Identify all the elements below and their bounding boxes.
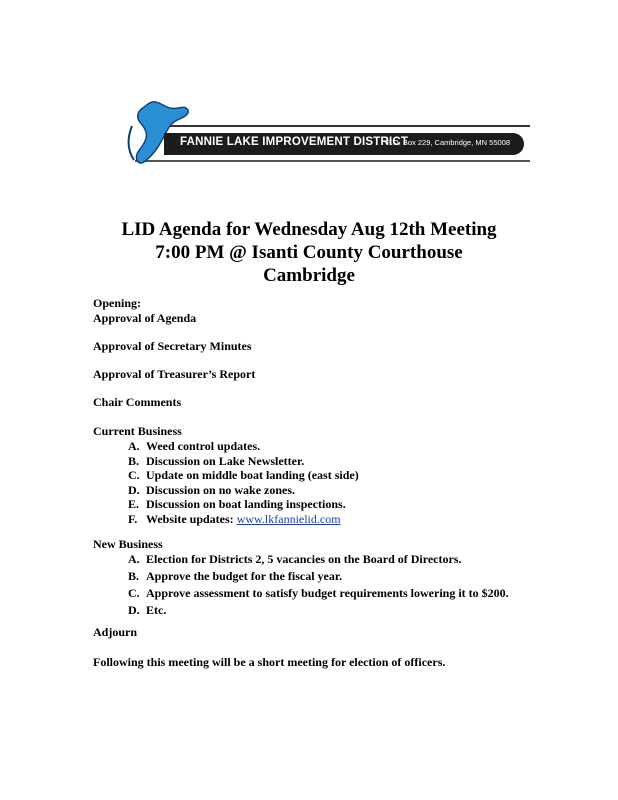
list-item: A. Election for Districts 2, 5 vacancies on the Board of Directors.: [128, 552, 462, 566]
heading-line-2: 7:00 PM @ Isanti County Courthouse: [155, 242, 463, 263]
adjourn: Adjourn: [93, 625, 138, 639]
list-item: A. Weed control updates.: [128, 439, 261, 453]
chair-comments: Chair Comments: [93, 395, 182, 409]
new-business-list: [128, 552, 509, 620]
list-item: B. Approve the budget for the fiscal year.: [128, 569, 343, 583]
list-item: C. Approve assessment to satisfy budget requirements lowering it to $200.: [128, 586, 509, 600]
list-item: B. Discussion on Lake Newsletter.: [128, 453, 305, 468]
heading-line-1: LID Agenda for Wednesday Aug 12th Meeting: [121, 219, 497, 240]
approval-agenda: Approval of Agenda: [93, 311, 197, 325]
list-item: D. Etc.: [128, 603, 167, 617]
approval-minutes: Approval of Secretary Minutes: [93, 339, 252, 353]
org-name: FANNIE LAKE IMPROVEMENT DISTRICT: [180, 136, 409, 148]
letterhead-banner: [164, 133, 524, 155]
list-item: F. Website updates: www.lkfannielid.com: [128, 511, 341, 526]
closing-note: Following this meeting will be a short meeting for election of officers.: [93, 655, 446, 669]
list-item: C. Update on middle boat landing (east side): [128, 468, 359, 482]
letterhead: [118, 96, 538, 176]
opening-label: Opening:: [93, 296, 142, 310]
current-business-title: Current Business: [93, 424, 182, 438]
org-address: P.O. Box 229, Cambridge, MN 55008: [386, 138, 510, 147]
current-business-list: [128, 439, 359, 526]
list-item: D. Discussion on no wake zones.: [128, 482, 296, 497]
approval-treasurer: Approval of Treasurer’s Report: [93, 367, 256, 381]
new-business-title: New Business: [93, 537, 163, 551]
agenda-heading: [0, 218, 618, 287]
heading-line-3: Cambridge: [263, 265, 355, 286]
website-link[interactable]: www.lkfannielid.com: [236, 511, 341, 526]
list-item: E. Discussion on boat landing inspections.: [128, 497, 346, 511]
